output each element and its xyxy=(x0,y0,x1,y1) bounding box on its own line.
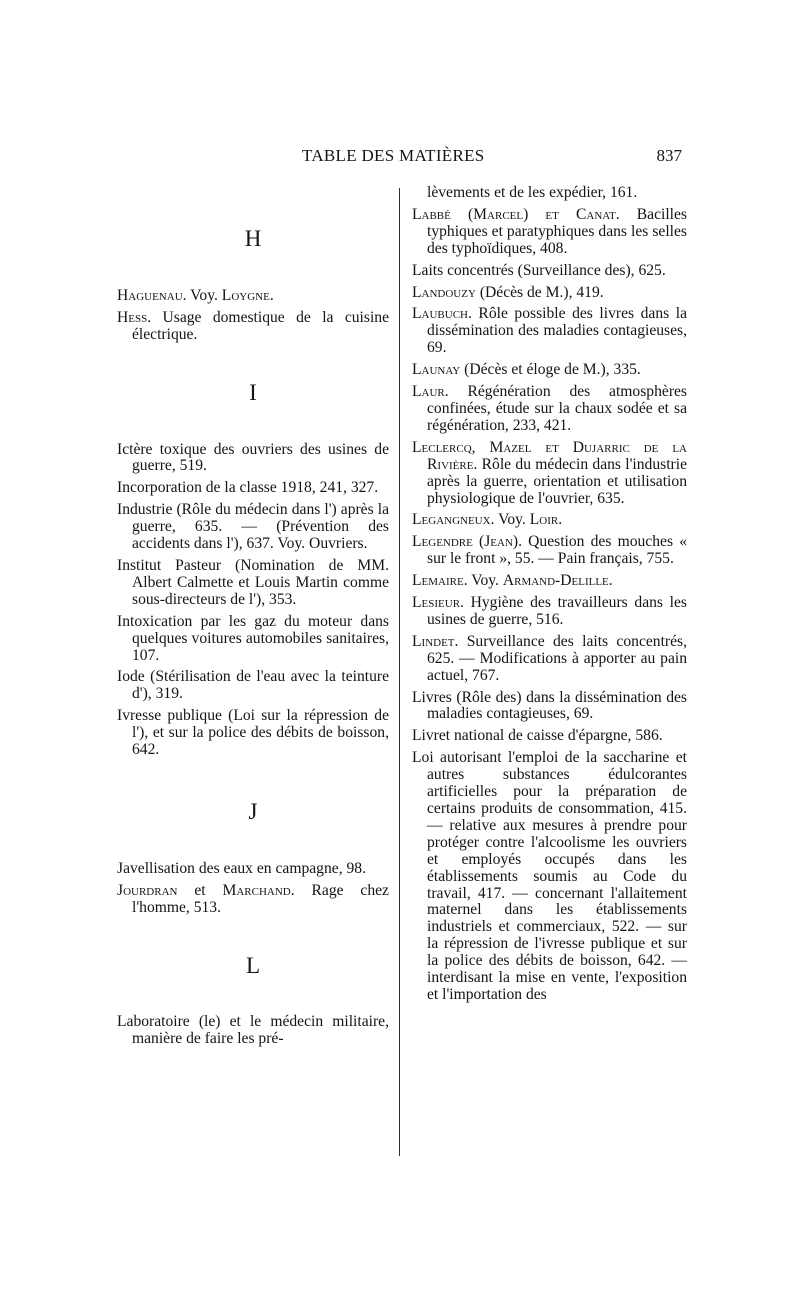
entry-text: Voy. xyxy=(494,511,530,529)
page-header xyxy=(116,146,686,170)
entry-head: Legangneux. xyxy=(412,511,495,529)
entry-head: Haguenau. xyxy=(117,286,187,304)
index-entry xyxy=(412,384,687,435)
index-entry xyxy=(117,310,389,344)
page-number: 837 xyxy=(656,146,682,165)
index-entry xyxy=(412,207,687,258)
entry-head: Lemaire. xyxy=(412,572,468,590)
entry-text: Surveillance des laits concentrés, 625. — Modifications à apporter au pain actuel, 767. xyxy=(427,632,687,684)
index-entry xyxy=(117,883,389,917)
left-column xyxy=(117,185,389,1053)
entry-head: Laur. xyxy=(412,383,449,401)
entry-ref: Loir. xyxy=(529,511,563,529)
index-entry xyxy=(412,285,687,302)
column-divider xyxy=(399,188,400,1156)
entry-text: Voy. xyxy=(467,572,503,590)
entry-text: (Décès et éloge de M.), 335. xyxy=(460,361,641,379)
entry-text: Usage domestique de la cuisine électrique. xyxy=(132,308,389,343)
index-entry: Livres (Rôle des) dans la dissémination des maladies contagieuses, 69. xyxy=(412,688,687,723)
entry-head: Laubuch. xyxy=(412,305,472,323)
index-entry xyxy=(412,534,687,568)
section-letter-i: I xyxy=(249,379,257,405)
index-entry xyxy=(412,573,687,590)
entry-text: Rage chez l'homme, 513. xyxy=(132,881,389,916)
running-title: TABLE DES MATIÈRES xyxy=(302,146,485,165)
entry-ref: Armand-Delille. xyxy=(502,572,613,590)
index-entry: Industrie (Rôle du médecin dans l') après la guerre, 635. — (Prévention des accidents dans l'), 637. Voy. Ouvriers. xyxy=(117,501,389,553)
entry-text: Rôle possible des livres dans la dissémination des maladies contagieuses, 69. xyxy=(427,305,687,357)
entry-head: Labbé (Marcel) et Canat. xyxy=(412,205,620,223)
index-entry xyxy=(412,512,687,529)
entry-head: Lindet. xyxy=(412,632,459,650)
index-entry: Incorporation de la classe 1918, 241, 327. xyxy=(117,479,379,497)
index-entry xyxy=(412,306,687,357)
index-entry: Loi autorisant l'emploi de la saccharine et autres substances édulcorantes artificielles pour la préparation de certains produits de consommation, 415. — relative aux mesures à prendre pour protéger contre l'alcoolisme les ouvriers et employés occupés dans les établissements soumis au Code du travail, 417. — concernant l'allaitement maternel dans les établissements industriels et commerciaux, 522. — sur la répression de l'ivresse publique et sur la police des débits de boisson, 642. — interdisant la mise en vente, l'exposition et l'importation des xyxy=(412,749,687,1003)
index-entry xyxy=(412,362,687,379)
index-entry: Laboratoire (le) et le médecin militaire, manière de faire les pré- xyxy=(117,1013,389,1048)
index-entry: Livret national de caisse d'épargne, 586. xyxy=(412,727,663,745)
entry-head: Legendre (Jean). xyxy=(412,533,522,551)
entry-text: Voy. xyxy=(186,286,222,304)
entry-head: Marchand. xyxy=(222,881,295,899)
index-entry: Intoxication par les gaz du moteur dans quelques voitures automobiles sanitaires, 107. xyxy=(117,612,389,664)
section-letter-l: L xyxy=(245,952,261,978)
index-entry: Laits concentrés (Surveillance des), 625. xyxy=(412,261,666,279)
index-entry xyxy=(412,440,687,508)
entry-head: Landouzy xyxy=(412,283,476,301)
section-letter-j: J xyxy=(248,798,258,824)
entry-text: Bacilles typhiques et paratyphiques dans les selles des typhoïdiques, 408. xyxy=(427,205,687,257)
entry-text: Régénération des atmosphères confinées, étude sur la chaux sodée et sa régénération, 233, 421. xyxy=(427,383,687,434)
section-letter-h: H xyxy=(244,226,262,251)
entry-text: Hygiène des travailleurs dans les usines de guerre, 516. xyxy=(427,594,687,628)
right-column xyxy=(412,185,687,1009)
entry-head: Lesieur. xyxy=(412,594,464,612)
entry-head: Leclercq, Mazel et Dujarric de la Rivière. xyxy=(412,438,687,473)
index-entry: Ivresse publique (Loi sur la répression de l'), et sur la police des débits de boisson, 642. xyxy=(117,707,389,759)
entry-head: Launay xyxy=(412,361,461,379)
index-entry xyxy=(412,595,687,629)
continuation-text: lèvements et de les expédier, 161. xyxy=(427,184,638,201)
index-entry: Javellisation des eaux en campagne, 98. xyxy=(117,859,366,877)
entry-head: Jourdran xyxy=(117,881,178,899)
index-entry xyxy=(117,288,389,305)
index-entry: Institut Pasteur (Nomination de MM. Albert Calmette et Louis Martin comme sous-directeurs de l'), 353. xyxy=(117,556,389,608)
entry-text: Question des mouches « sur le front », 55. — Pain français, 755. xyxy=(427,533,687,568)
entry-text: Rôle du médecin dans l'industrie après la guerre, orientation et utilisation physiologique de l'ouvrier, 635. xyxy=(427,455,687,507)
index-entry: Ictère toxique des ouvriers des usines de guerre, 519. xyxy=(117,440,389,475)
entry-text: et xyxy=(177,881,223,899)
index-entry xyxy=(412,634,687,685)
entry-ref: Loygne. xyxy=(221,286,274,304)
entry-text: (Décès de M.), 419. xyxy=(475,283,604,301)
entry-head: Hess. xyxy=(117,308,152,326)
index-entry: Iode (Stérilisation de l'eau avec la teinture d'), 319. xyxy=(117,668,389,703)
